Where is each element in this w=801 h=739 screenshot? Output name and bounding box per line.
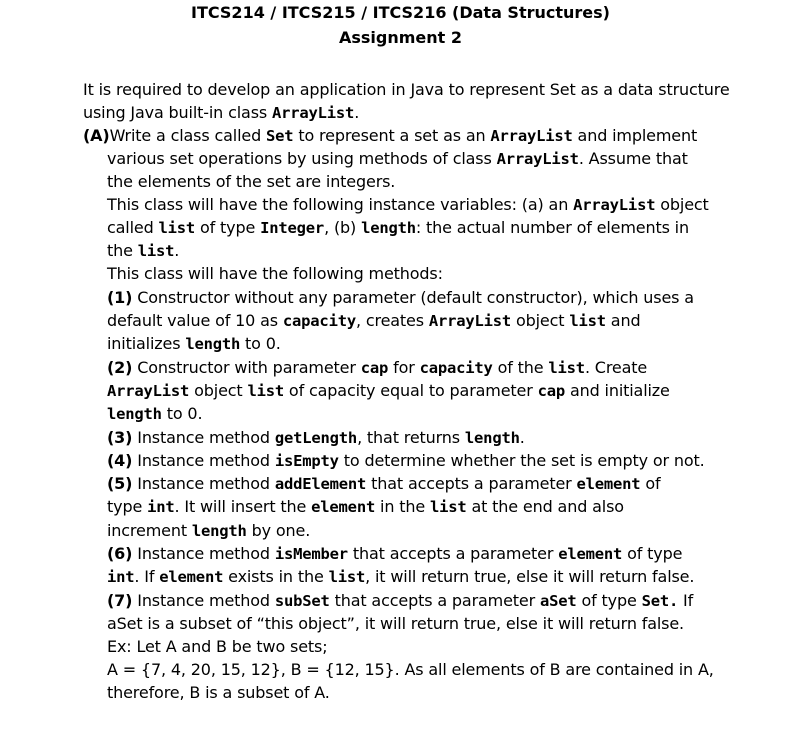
text-run: object xyxy=(189,381,248,400)
text-run: of xyxy=(640,474,661,493)
text-run: Instance method xyxy=(132,428,275,447)
text-run: that accepts a parameter xyxy=(366,474,577,493)
document-subtitle: Assignment 2 xyxy=(338,28,463,47)
text-run: in the xyxy=(375,497,430,516)
text-run: Constructor without any parameter (default constructor), which uses a xyxy=(132,288,694,307)
text-run: , (b) xyxy=(324,218,362,237)
text-line xyxy=(107,170,395,193)
text-run: , it will return true, else it will return false. xyxy=(365,567,695,586)
code-term: list xyxy=(158,219,196,237)
bold-label: (4) xyxy=(107,451,133,470)
code-term: isMember xyxy=(274,545,348,563)
text-run: Instance method xyxy=(132,451,275,470)
code-term: isEmpty xyxy=(274,452,339,470)
code-term: ArrayList xyxy=(107,382,190,400)
text-run: , creates xyxy=(355,311,429,330)
text-run: initializes xyxy=(107,334,186,353)
text-run: A = {7, 4, 20, 15, 12}, B = {12, 15}. As all elements of B are contained in A, xyxy=(107,660,714,679)
text-run: the elements of the set are integers. xyxy=(107,172,396,191)
text-line xyxy=(107,379,670,403)
bold-label: (A) xyxy=(83,126,110,145)
text-run: to represent a set as an xyxy=(293,126,491,145)
text-line xyxy=(107,681,330,704)
text-run: Ex: Let A and B be two sets; xyxy=(107,637,328,656)
text-run: the xyxy=(107,241,138,260)
text-line xyxy=(83,101,359,125)
text-run: It is required to develop an application in Java to represent Set as a data structure xyxy=(83,80,730,99)
text-run: This class will have the following methods: xyxy=(107,264,443,283)
text-line xyxy=(107,309,640,333)
code-term: Integer xyxy=(260,219,325,237)
text-line xyxy=(107,356,647,380)
code-term: length xyxy=(107,405,162,423)
text-run: of the xyxy=(492,358,549,377)
code-term: list xyxy=(137,242,175,260)
code-term: length xyxy=(464,429,520,447)
text-run: using Java built-in class xyxy=(83,103,272,122)
text-run: . xyxy=(519,428,525,447)
text-line xyxy=(107,147,688,171)
text-run: for xyxy=(388,358,420,377)
text-run: called xyxy=(107,218,159,237)
text-line xyxy=(107,449,705,473)
text-line xyxy=(107,426,525,450)
text-line xyxy=(107,332,281,356)
text-run: . It will insert the xyxy=(174,497,312,516)
text-run: . xyxy=(354,103,360,122)
code-term: list xyxy=(548,359,585,377)
text-line xyxy=(83,124,697,148)
text-line xyxy=(107,216,689,240)
text-run: of type xyxy=(195,218,261,237)
code-term: int xyxy=(147,498,175,516)
code-term: ArrayList xyxy=(490,127,573,145)
code-term: length xyxy=(185,335,241,353)
text-line xyxy=(107,658,714,681)
text-run: If xyxy=(678,591,694,610)
text-line xyxy=(107,193,709,217)
code-term: ArrayList xyxy=(573,196,656,214)
text-run: therefore, B is a subset of A. xyxy=(107,683,330,702)
text-run: . Assume that xyxy=(578,149,688,168)
code-term: list xyxy=(328,568,366,586)
code-term: ArrayList xyxy=(496,150,579,168)
text-run: that accepts a parameter xyxy=(329,591,540,610)
text-run: default value of 10 as xyxy=(107,311,283,330)
bold-label: (5) xyxy=(107,474,133,493)
text-run: of type xyxy=(576,591,642,610)
text-run: and xyxy=(605,311,641,330)
text-run: various set operations by using methods of class xyxy=(107,149,497,168)
text-run: type xyxy=(107,497,148,516)
code-term: length xyxy=(361,219,416,237)
text-run: and implement xyxy=(572,126,698,145)
bold-label: (6) xyxy=(107,544,133,563)
code-term: Set. xyxy=(641,592,679,610)
text-run: at the end and also xyxy=(466,497,624,516)
text-run: aSet is a subset of “this object”, it will return true, else it will return false. xyxy=(107,614,684,633)
text-line xyxy=(107,565,694,589)
text-line xyxy=(107,612,684,635)
text-line xyxy=(107,589,693,613)
text-line xyxy=(107,495,624,519)
text-line xyxy=(107,402,202,426)
text-line xyxy=(83,78,730,101)
text-run: object xyxy=(511,311,570,330)
text-line xyxy=(107,286,694,309)
code-term: aSet xyxy=(539,592,577,610)
code-term: cap xyxy=(360,359,389,377)
text-run: that accepts a parameter xyxy=(347,544,559,563)
code-term: int xyxy=(107,568,135,586)
text-run: to 0. xyxy=(161,404,203,423)
text-run: exists in the xyxy=(223,567,329,586)
text-run: of capacity equal to parameter xyxy=(284,381,538,400)
code-term: element xyxy=(159,568,224,586)
text-run: . xyxy=(174,241,180,260)
text-run: object xyxy=(655,195,709,214)
text-run: Instance method xyxy=(132,474,275,493)
text-run: Instance method xyxy=(132,544,275,563)
code-term: Set xyxy=(266,127,294,145)
code-term: element xyxy=(558,545,623,563)
text-line xyxy=(107,519,310,543)
code-term: capacity xyxy=(419,359,493,377)
code-term: subSet xyxy=(274,592,330,610)
text-line xyxy=(107,239,179,263)
text-run: increment xyxy=(107,521,192,540)
code-term: list xyxy=(247,382,284,400)
text-run: , that returns xyxy=(357,428,465,447)
code-term: list xyxy=(430,498,467,516)
code-term: cap xyxy=(537,382,566,400)
text-run: to determine whether the set is empty or not. xyxy=(338,451,705,470)
text-line xyxy=(107,472,661,496)
code-term: length xyxy=(191,522,247,540)
code-term: element xyxy=(311,498,376,516)
text-run: Instance method xyxy=(132,591,275,610)
document-title: ITCS214 / ITCS215 / ITCS216 (Data Structures) xyxy=(191,3,610,22)
text-run: Write a class called xyxy=(109,126,267,145)
text-run: of type xyxy=(622,544,683,563)
bold-label: (1) xyxy=(107,288,133,307)
text-run: Constructor with parameter xyxy=(132,358,361,377)
text-run: : the actual number of elements in xyxy=(415,218,689,237)
code-term: list xyxy=(569,312,606,330)
text-run: to 0. xyxy=(240,334,281,353)
code-term: ArrayList xyxy=(272,104,355,122)
text-run: and initialize xyxy=(565,381,670,400)
code-term: getLength xyxy=(274,429,358,447)
code-term: capacity xyxy=(282,312,356,330)
bold-label: (7) xyxy=(107,591,133,610)
code-term: addElement xyxy=(274,475,367,493)
text-run: This class will have the following instance variables: (a) an xyxy=(107,195,574,214)
text-run: . Create xyxy=(584,358,648,377)
text-run: . If xyxy=(134,567,160,586)
text-run: by one. xyxy=(246,521,311,540)
text-line xyxy=(107,635,327,658)
code-term: element xyxy=(576,475,641,493)
bold-label: (3) xyxy=(107,428,133,447)
code-term: ArrayList xyxy=(428,312,512,330)
text-line xyxy=(107,262,443,285)
bold-label: (2) xyxy=(107,358,133,377)
text-line xyxy=(107,542,682,566)
